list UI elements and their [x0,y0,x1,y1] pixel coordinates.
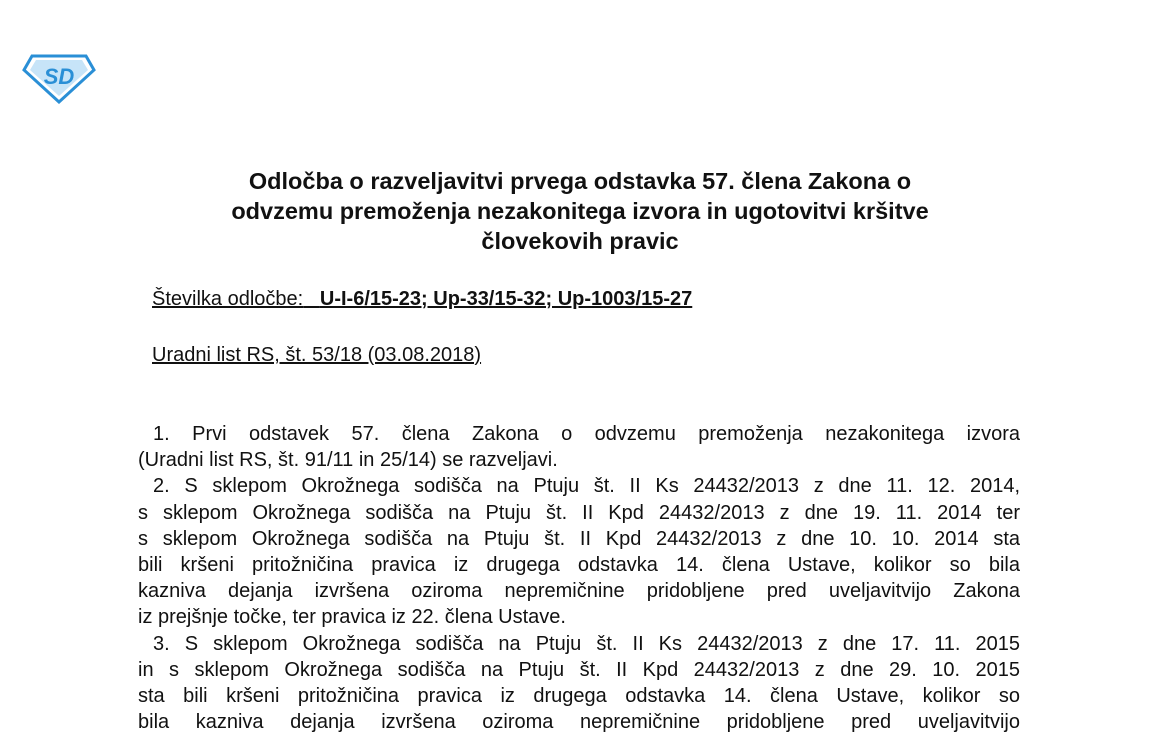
title-line-3: človekovih pravic [481,228,679,254]
decision-number-value: U-I-6/15-23; Up-33/15-32; Up-1003/15-27 [319,288,693,310]
document-title [130,166,1030,256]
body-line: s sklepom Okrožnega sodišča na Ptuju št. II Kpd 24432/2013 z dne 10. 10. 2014 sta [138,527,1020,550]
body-line: (Uradni list RS, št. 91/11 in 25/14) se razveljavi. [138,449,558,472]
body-line: bila kazniva dejanja izvršena oziroma nepremičnine pridobljene pred uveljavitvijo [138,711,1020,734]
decision-number [152,287,692,311]
body-line: kazniva dejanja izvršena oziroma nepremičnine pridobljene pred uveljavitvijo Zakona [138,580,1020,603]
body-line: iz prejšnje točke, ter pravica iz 22. člena Ustave. [138,606,566,629]
official-gazette-reference: Uradni list RS, št. 53/18 (03.08.2018) [152,344,482,366]
title-line-2: odvzemu premoženja nezakonitega izvora in ugotovitvi kršitve [231,198,929,224]
body-line: s sklepom Okrožnega sodišča na Ptuju št. II Kpd 24432/2013 z dne 19. 11. 2014 ter [138,501,1020,524]
body-line: bili kršeni pritožničina pravica iz drugega odstavka 14. člena Ustave, kolikor so bila [138,553,1020,576]
body-line: 2. S sklepom Okrožnega sodišča na Ptuju št. II Ks 24432/2013 z dne 11. 12. 2014, [153,475,1020,498]
svg-text:SD: SD [43,64,75,89]
body-line: sta bili kršeni pritožničina pravica iz drugega odstavka 14. člena Ustave, kolikor so [138,684,1020,707]
body-line: in s sklepom Okrožnega sodišča na Ptuju št. II Kpd 24432/2013 z dne 29. 10. 2015 [138,658,1020,681]
body-line: 1. Prvi odstavek 57. člena Zakona o odvzemu premoženja nezakonitega izvora [153,423,1020,445]
diamond-logo-icon [22,52,96,104]
body-line: 3. S sklepom Okrožnega sodišča na Ptuju št. II Ks 24432/2013 z dne 17. 11. 2015 [153,632,1020,655]
decision-body [138,421,1020,735]
decision-number-label: Številka odločbe: [152,288,304,310]
court-logo [22,52,96,104]
title-line-1: Odločba o razveljavitvi prvega odstavka 57. člena Zakona o [248,168,912,194]
